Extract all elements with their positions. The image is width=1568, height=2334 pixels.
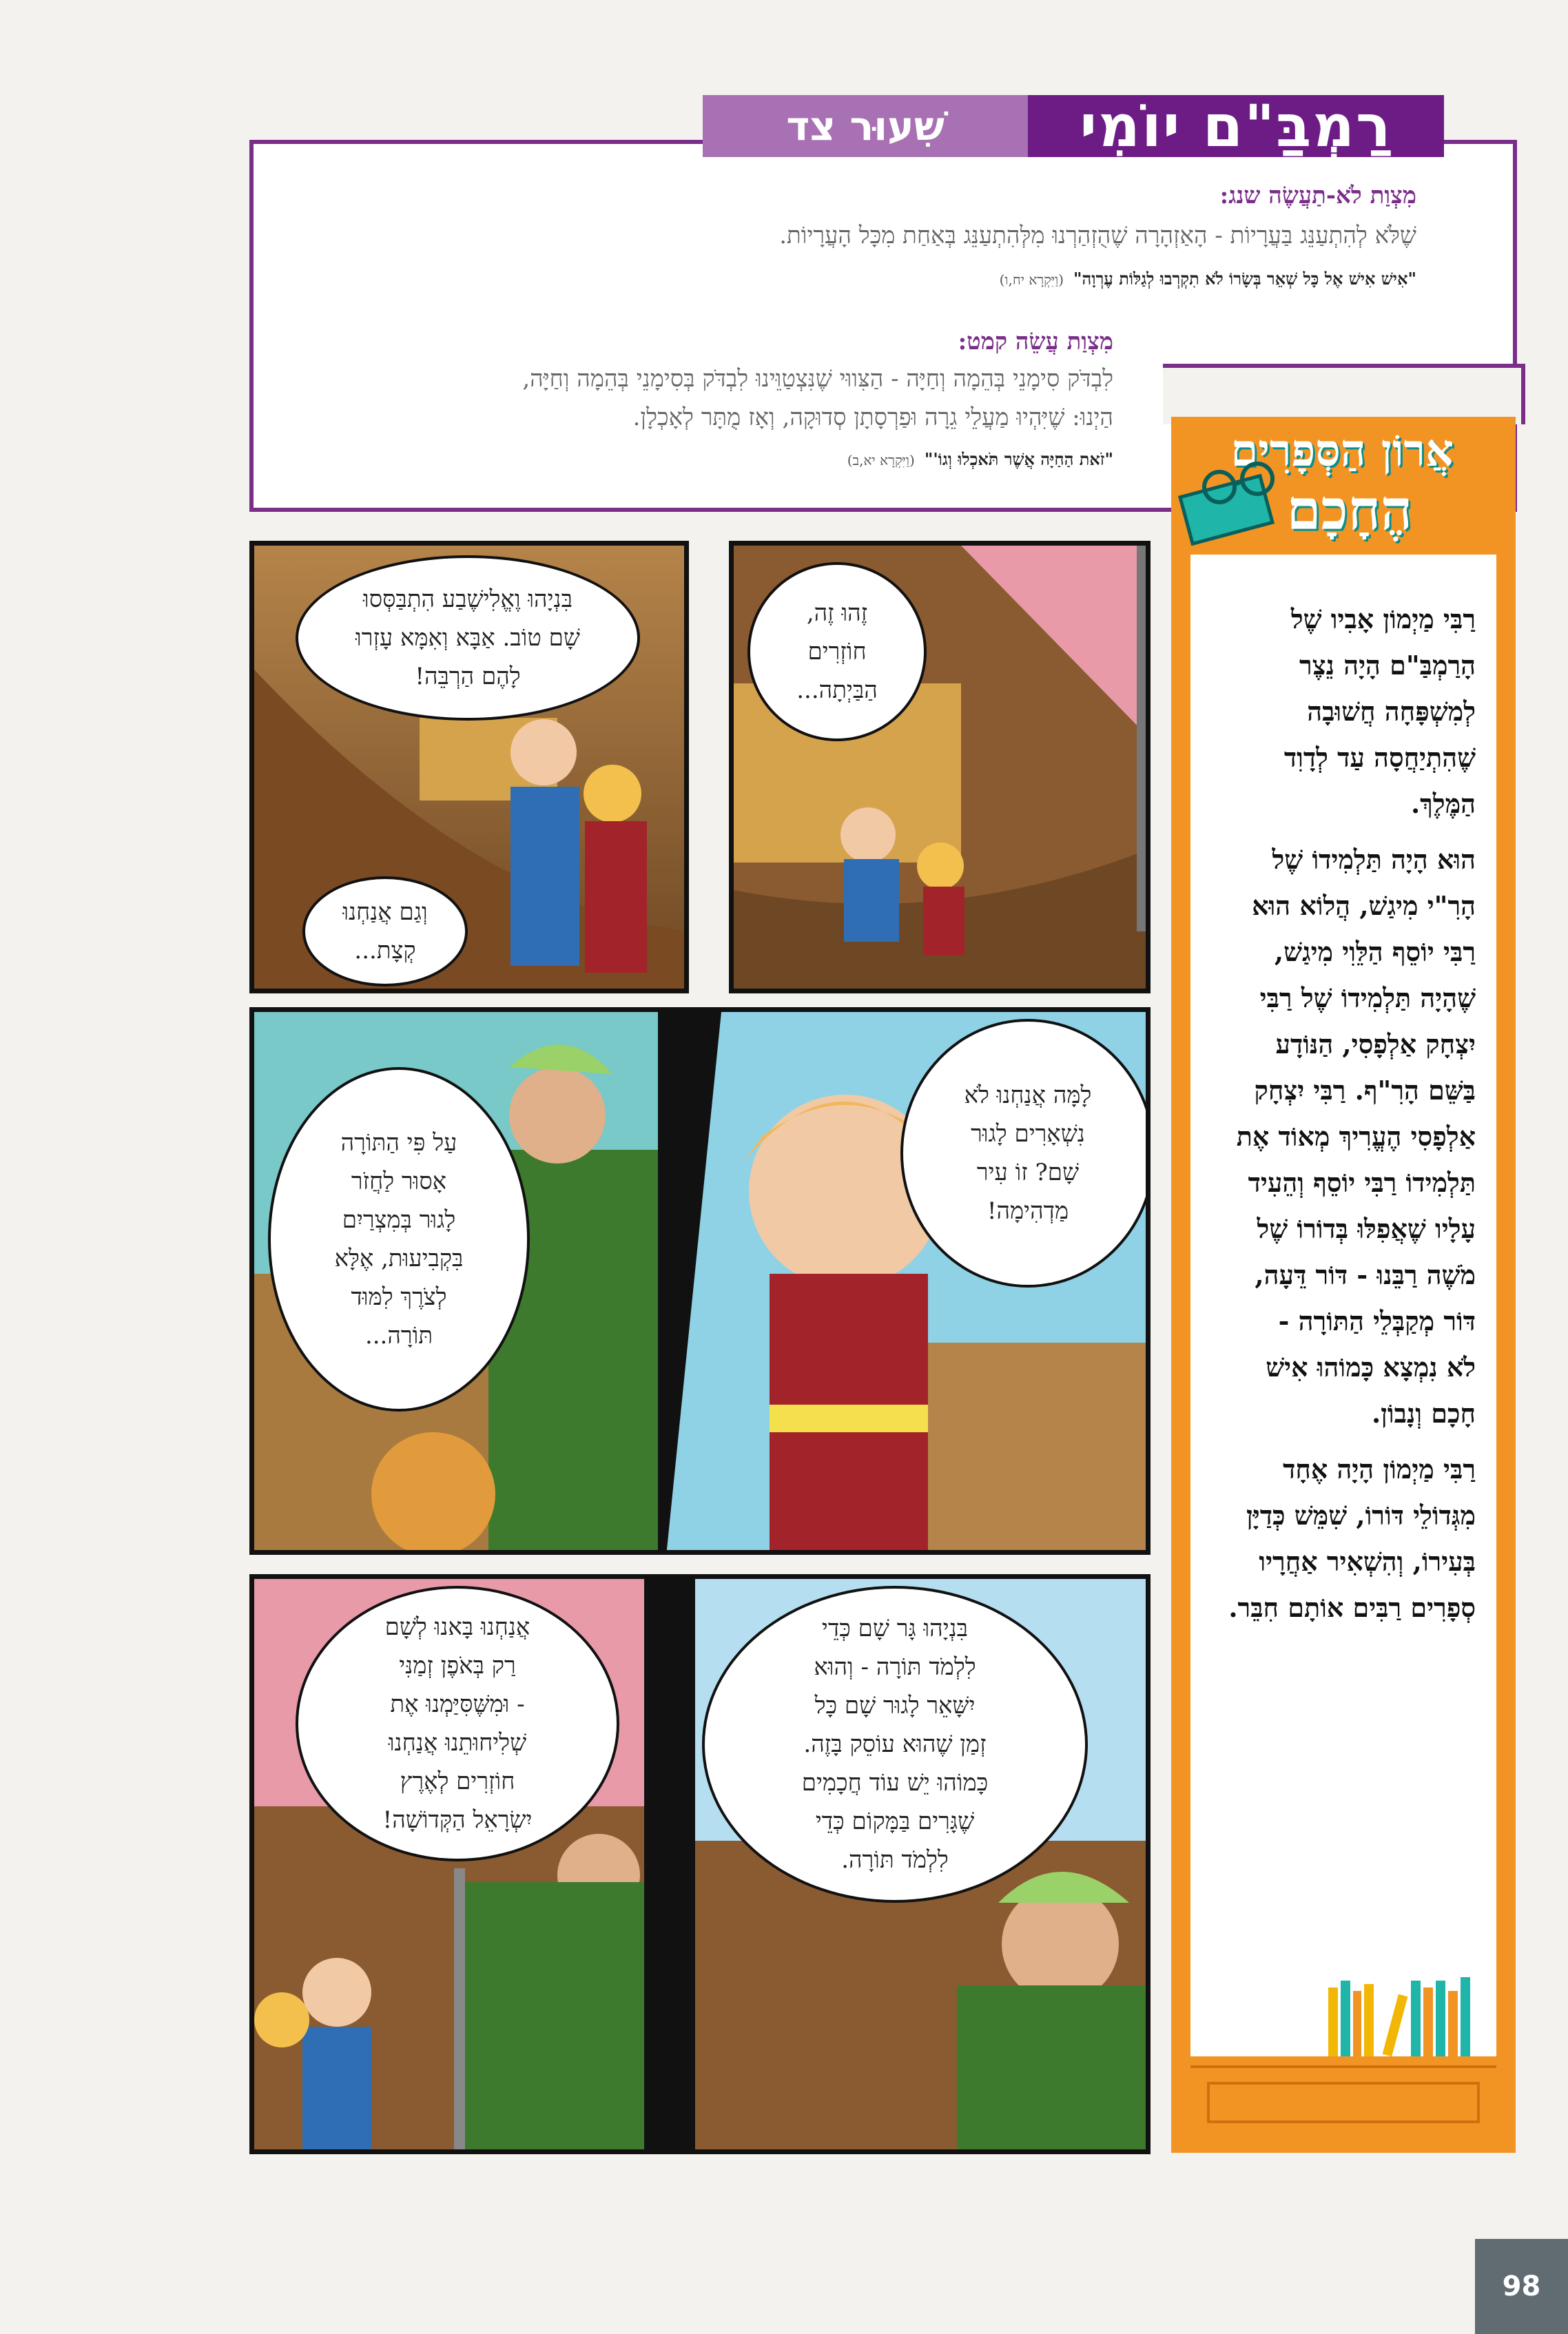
sidebar-line: מִגְּדוֹלֵי דּוֹרוֹ, שִׁמֵּשׁ כְּדַיָּן xyxy=(1246,1500,1476,1531)
bubble-line: לָהֶם הַרְבֵּה! xyxy=(415,663,521,690)
bubble-line: - וּמִשֶּׁסִּיַּמְנוּ אֶת xyxy=(390,1691,525,1718)
books-icon xyxy=(1321,1974,1487,2056)
speech-bubble-3 xyxy=(302,876,468,987)
bubble-line: חוֹזְרִים לְאֶרֶץ xyxy=(400,1768,515,1795)
sidebar-line: דּוֹר מְקַבְּלֵי הַתּוֹרָה - xyxy=(1278,1305,1476,1336)
sidebar-paragraph xyxy=(1200,596,1476,827)
sidebar-line: לֹא נִמְצָא כָּמוֹהוּ אִישׁ xyxy=(1266,1352,1476,1383)
sidebar-line: הוּא הָיָה תַּלְמִידוֹ שֶׁל xyxy=(1272,844,1476,875)
sidebar-title-line1: אֲרוֹן הַסְּפָרִים xyxy=(1230,425,1454,477)
speech-bubble-5 xyxy=(268,1067,530,1412)
bubble-line: בִּנְיָהוּ גָּר שָׁם כְּדֵי xyxy=(821,1615,969,1642)
lo-taaseh-verse: "אִישׁ אִישׁ אֶל כָּל שְׁאֵר בְּשָׂרוֹ לֹא תִקְרְבוּ לְגַלּוֹת עֶרְוָה" xyxy=(1073,269,1416,289)
bubble-line: לָגוּר בְּמִצְרַיִם xyxy=(342,1206,456,1234)
bubble-line: קְצָת... xyxy=(354,937,416,964)
sidebar-line: סְפָרִים רַבִּים אוֹתָם חִבֵּר. xyxy=(1228,1592,1476,1623)
sidebar-line: שֶׁהִתְיַחֲסָה עַד לְדָוִד xyxy=(1283,742,1476,773)
bubble-line: שָׁם טוֹב. אַבָּא וְאִמָּא עָזְרוּ xyxy=(355,624,580,652)
bubble-line: לָמָּה אֲנַחְנוּ לֹא xyxy=(964,1082,1092,1109)
sidebar-text xyxy=(1200,596,1476,1640)
sidebar-line: רַבִּי מַיְמוֹן הָיָה אֶחָד xyxy=(1283,1454,1476,1485)
bubble-line: שְׁלִיחוּתֵנוּ אֲנַחְנוּ xyxy=(388,1729,527,1757)
speech-bubble-1 xyxy=(747,562,927,741)
aseh-verse: "זֹאת הַחַיָּה אֲשֶׁר תֹּאכְלוּ וְגוֹ'" xyxy=(924,449,1113,469)
bubble-5-text xyxy=(335,1124,464,1355)
bookshelf-drawer xyxy=(1207,2082,1480,2123)
bubble-4-text xyxy=(964,1076,1092,1230)
bubble-line: נִשְׁאָרִים לָגוּר xyxy=(971,1120,1085,1148)
bubble-line: אָסוּר לַחֲזֹר xyxy=(351,1168,447,1195)
bubble-line: לִלְמֹד תּוֹרָה. xyxy=(841,1846,949,1874)
lesson-number-text: שִׁעוּר צד xyxy=(786,103,945,149)
lo-taaseh-verse-ref: (וַיִּקְרָא יח,ו) xyxy=(999,271,1064,288)
page-title xyxy=(1028,92,1444,160)
sidebar-title-line2: הֶחָכָם xyxy=(1286,477,1412,542)
bubble-line: יִשְׂרָאֵל הַקְּדוֹשָׁה! xyxy=(382,1806,533,1834)
sidebar-line: הַמֶּלֶךְ. xyxy=(1410,788,1476,819)
bubble-line: הַבַּיְתָה... xyxy=(796,677,878,704)
bubble-line: בִּנְיָהוּ וֶאֱלִישֶׁבַע הִתְבַּסְּסוּ xyxy=(363,586,572,613)
comic-panel-3a xyxy=(249,1574,649,2154)
sidebar-paragraph xyxy=(1200,836,1476,1436)
bubble-line: חוֹזְרִים xyxy=(807,638,867,665)
bubble-line: רַק בְּאֹפֶן זְמַנִּי xyxy=(399,1652,516,1680)
sidebar-line: לְמִשְׁפָּחָה חֲשׁוּבָה xyxy=(1307,696,1476,727)
lo-taaseh-text: שֶׁלֹּא לְהִתְעַנֵּג בַּעֲרָיוֹת - הָאַזְהָרָה שֶׁהֻזְהַרְנוּ מִלְּהִתְעַנֵּג בְּאַחַת מִכָּל הָעֲרָיוֹת. xyxy=(779,222,1416,249)
bubble-line: לְצֹרֶךְ לִמּוּד xyxy=(351,1283,447,1311)
lo-taaseh-heading: מִצְוַת לֹא-תַעֲשֶׂה שנג: xyxy=(1219,182,1416,209)
bubble-3-text xyxy=(342,893,427,970)
mitzvot-box-notch xyxy=(1163,364,1525,424)
bubble-line: בִּקְבִיעוּת, אֶלָּא xyxy=(334,1245,464,1272)
page-number-text: 98 xyxy=(1502,2271,1541,2302)
bubble-line: עַל פִּי הַתּוֹרָה xyxy=(340,1129,457,1157)
bubble-line: שֶׁגָּרִים בַּמָּקוֹם כְּדֵי xyxy=(815,1808,975,1835)
bubble-line: יִשָּׁאֵר לָגוּר שָׁם כָּל xyxy=(814,1692,976,1719)
comic-panel-3b xyxy=(649,1574,1151,2154)
bubble-line: תּוֹרָה... xyxy=(364,1322,433,1350)
bubble-6-text xyxy=(802,1609,988,1879)
sidebar-line: הָרַמְבַּ"ם הָיָה נֵצֶר xyxy=(1299,650,1476,681)
sidebar-line: חָכָם וְנָבוֹן. xyxy=(1371,1398,1476,1429)
bubble-line: כָּמוֹהוּ יֵשׁ עוֹד חֲכָמִים xyxy=(801,1769,989,1797)
speech-bubble-7 xyxy=(296,1586,619,1861)
bubble-line: לִלְמֹד תּוֹרָה - וְהוּא xyxy=(814,1653,976,1681)
aseh-verse-line xyxy=(847,449,1113,470)
bubble-7-text xyxy=(383,1608,533,1839)
aseh-text-1: לִבְדֹּק סִימָנֵי בְּהֵמָה וְחַיָּה - הַצִּווּי שֶׁנִּצְטַוֵּינוּ לִבְדֹּק בְּסִימָנֵי בְּהֵמָה וְחַיָּה, xyxy=(522,365,1113,393)
sidebar-line: רַבִּי מַיְמוֹן אָבִיו שֶׁל xyxy=(1290,603,1476,634)
speech-bubble-4 xyxy=(900,1019,1151,1288)
aseh-verse-ref: (וַיִּקְרָא יא,ב) xyxy=(847,452,915,468)
comic-panel-2a xyxy=(249,1007,663,1555)
speech-bubble-2 xyxy=(296,555,640,721)
sidebar-line: אַלְפָסִי הֶעֱרִיךְ מְאוֹד אֶת xyxy=(1236,1121,1476,1152)
sidebar-body xyxy=(1190,555,1496,2056)
speech-bubble-6 xyxy=(702,1586,1088,1903)
sidebar-line: יִצְחָק אַלְפָסִי, הַנּוֹדָע xyxy=(1275,1029,1476,1060)
bubble-line: זְמַן שֶׁהוּא עוֹסֵק בָּזֶה. xyxy=(803,1731,987,1758)
bubble-line: אֲנַחְנוּ בָּאנוּ לְשָׁם xyxy=(384,1613,530,1641)
sidebar-line: מֹשֶׁה רַבֵּנוּ - דּוֹר דֵּעָה, xyxy=(1255,1259,1476,1290)
bookshelf-base xyxy=(1190,2065,1496,2144)
bubble-line: מַדְהִימָה! xyxy=(987,1197,1069,1225)
comic-panel-1b xyxy=(729,541,1151,993)
sidebar-line: עָלָיו שֶׁאֲפִלּוּ בְּדוֹרוֹ שֶׁל xyxy=(1257,1213,1476,1244)
title-text: רַמְבַּ"ם יוֹמִי xyxy=(1080,92,1392,160)
sidebar-line: שֶׁהָיָה תַּלְמִידוֹ שֶׁל רַבִּי xyxy=(1259,982,1476,1013)
lesson-number-badge xyxy=(703,95,1028,157)
sidebar-line: רַבִּי יוֹסֵף הַלֵּוִי מִיגַשׁ, xyxy=(1274,936,1476,967)
bubble-line: זֶהוּ זֶה, xyxy=(806,599,868,627)
comic-panel-2b xyxy=(661,1007,1151,1555)
sidebar-line: הָרִ"י מִיגַשׁ, הֲלוֹא הוּא xyxy=(1252,890,1476,921)
book-glasses-icon xyxy=(1171,444,1288,548)
lo-taaseh-verse-line xyxy=(1000,269,1416,289)
sidebar-paragraph xyxy=(1200,1446,1476,1631)
bubble-line: שָׁם? זוֹ עִיר xyxy=(976,1159,1080,1186)
sidebar-line: תַּלְמִידוֹ רַבִּי יוֹסֵף וְהֵעִיד xyxy=(1248,1167,1476,1198)
bubble-line: וְגַם אֲנַחְנוּ xyxy=(342,898,428,926)
comic-panel-1a xyxy=(249,541,689,993)
sidebar-line: בַּשֵּׁם הָרִ"ף. רַבִּי יִצְחָק xyxy=(1254,1075,1476,1106)
aseh-heading: מִצְוַת עֲשֵׂה קמט: xyxy=(958,328,1113,355)
bubble-2-text xyxy=(355,580,580,696)
sidebar-header xyxy=(1171,417,1516,555)
aseh-text-2: הַיְנוּ: שֶׁיִּהְיוּ מַעֲלֵי גֵרָה וּפַרְסָתָן סְדוּקָה, וְאָז מֻתָּר לְאָכְלָן. xyxy=(632,404,1113,431)
sidebar-line: בְּעִירוֹ, וְהִשְׁאִיר אַחֲרָיו xyxy=(1259,1546,1476,1577)
bubble-1-text xyxy=(796,594,878,710)
page-number xyxy=(1475,2239,1568,2334)
